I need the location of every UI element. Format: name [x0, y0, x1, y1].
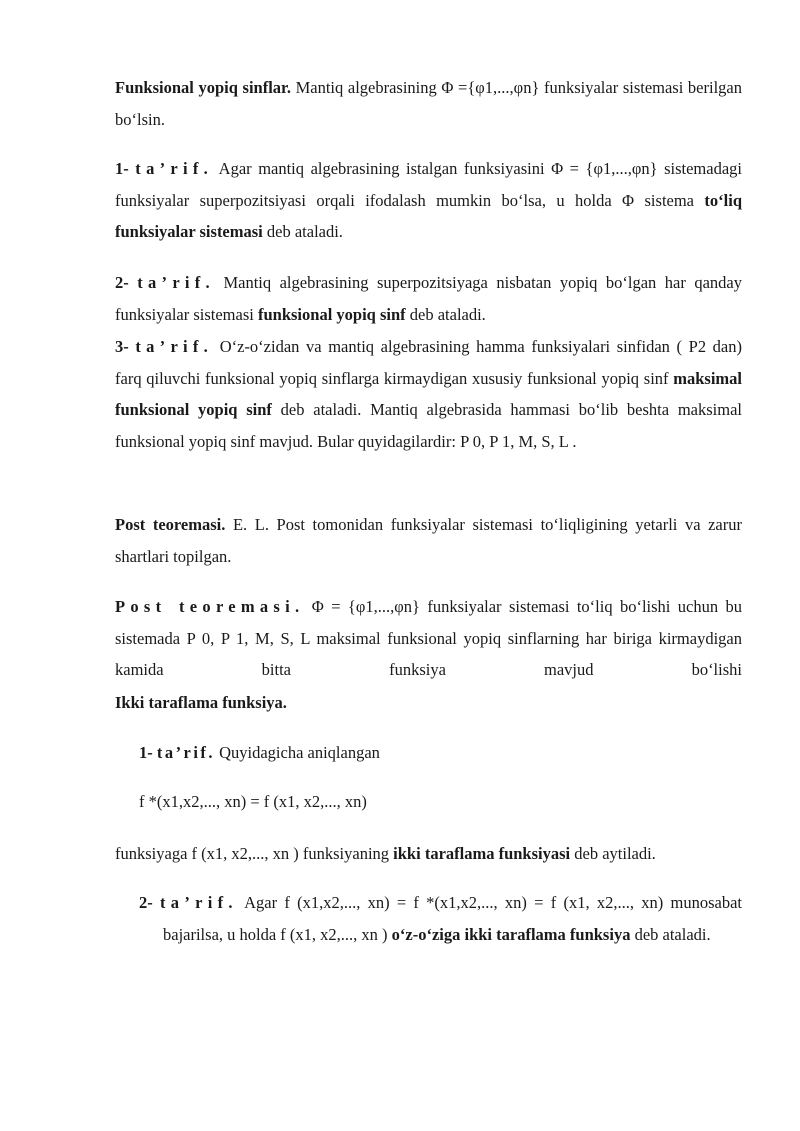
definition-number: 1- [139, 743, 157, 762]
definition-1 [115, 153, 742, 248]
definition-number: 2- [139, 893, 161, 912]
definition-text: O‘z-o‘zidan va mantiq algebrasining hamma funksiyalari sinfidan ( P2 dan) farq qiluvchi funksional yopiq sinflarga kirmaydigan xususiy funksional yopiq sinf [115, 337, 742, 388]
definition-term: funksional yopiq sinf [257, 304, 406, 324]
definition-number: 1- [115, 159, 136, 178]
definition-number: 2- [115, 273, 138, 292]
post-intro-text: E. L. Post tomonidan funksiyalar sistemasi to‘liqligining yetarli va zarur shartlari topilgan. [115, 515, 742, 566]
definition-text-end: deb ataladi. [262, 222, 343, 241]
definition-term: to‘liq funksiyalar sistemasi [115, 190, 742, 241]
definition-label: ta’rif. [135, 337, 214, 356]
definition-text: Mantiq algebrasining superpozitsiyaga nisbatan yopiq bo‘lgan har qanday funksiyalar sistemasi [115, 273, 742, 324]
dual-formula [139, 786, 742, 818]
dual-text-end: deb aytiladi. [570, 844, 656, 863]
definition-term: o‘z-o‘ziga ikki taraflama funksiya [391, 924, 631, 944]
definition-number: 3- [115, 337, 136, 356]
definition-label: ta’rif. [160, 893, 238, 912]
dual-definition-2 [139, 887, 742, 950]
dual-definition-text [115, 838, 742, 870]
section-heading-dual-function: Ikki taraflama funksiya. [115, 693, 287, 712]
definition-2 [115, 267, 742, 330]
post-theorem-statement [115, 591, 742, 686]
theorem-label: Post teoremasi. [115, 597, 305, 616]
intro-text: Mantiq algebrasining Φ ={φ1,...,φn} funksiyalar sistemasi berilgan bo‘lsin. [115, 78, 742, 129]
definition-text: Quyidagicha aniqlangan [214, 743, 380, 762]
definition-text-end: deb ataladi. Mantiq algebrasida hammasi bo‘lib beshta maksimal funksional yopiq sinf mavjud. Bular quyidagilardir: P 0, P 1, M, S, L . [115, 400, 742, 451]
paragraph-post-theorem-heading [115, 509, 742, 572]
formula-text: f *(x1,x2,..., xn) = f (x1, x2,..., xn) [139, 792, 367, 811]
definition-term: maksimal funksional yopiq sinf [115, 368, 742, 419]
paragraph-intro [115, 72, 742, 135]
dual-definition-1 [139, 737, 742, 769]
definition-text-end: deb ataladi. [405, 304, 486, 324]
section-heading-post-theorem: Post teoremasi. [115, 515, 226, 534]
theorem-text: Φ = {φ1,...,φn} funksiyalar sistemasi to‘liq bo‘lishi uchun bu sistemada P 0, P 1, M, S, L maksimal funksional yopiq sinflarning har biriga kirmaydigan kamida bitta funksiya mavjud bo‘lishi [115, 597, 742, 679]
definition-label: ta’rif. [156, 743, 215, 762]
definition-text-end: deb ataladi. [630, 924, 711, 944]
section-heading-closed-classes: Funksional yopiq sinflar. [115, 78, 291, 97]
definition-label: ta’rif. [137, 273, 215, 292]
definition-3 [115, 331, 742, 457]
dual-text: funksiyaga f (x1, x2,..., xn ) funksiyaning [115, 844, 394, 863]
definition-text: Agar mantiq algebrasining istalgan funksiyasini Φ = {φ1,...,φn} sistemadagi funksiyalar superpozitsiyasi orqali ifodalash mumkin bo‘lsa, u holda Φ sistema [115, 159, 742, 210]
dual-term: ikki taraflama funksiyasi [393, 844, 571, 863]
paragraph-dual-heading [115, 687, 742, 719]
definition-text: Agar f (x1,x2,..., xn) = f *(x1,x2,..., xn) = f (x1, x2,..., xn) munosabat bajarilsa, u holda f (x1, x2,..., xn ) [163, 893, 743, 944]
definition-label: ta’rif. [135, 159, 214, 178]
